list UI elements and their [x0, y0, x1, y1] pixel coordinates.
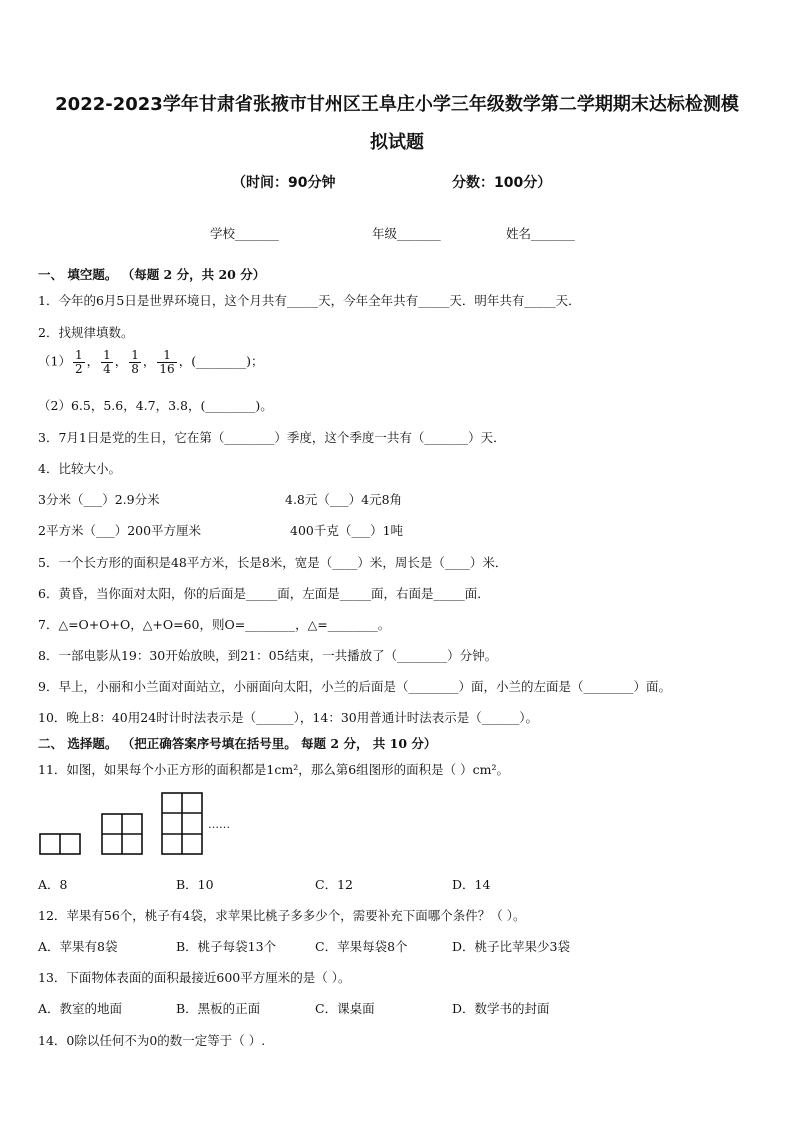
question-4: 4．比较大小。	[38, 461, 121, 476]
q12-option-d: D．桃子比苹果少3袋	[452, 939, 570, 954]
question-6: 6．黄昏，当你面对太阳，你的后面是_____面，左面是_____面，右面是_____面．	[38, 586, 490, 601]
exam-score: 分数：100分）	[452, 175, 552, 191]
question-11: 11．如图，如果每个小正方形的面积都是1cm²，那么第6组图形的面积是（ ）cm²。	[38, 762, 510, 777]
compare-item-4: 400千克（___）1吨	[290, 523, 404, 538]
compare-item-1: 3分米（___）2.9分米	[38, 492, 160, 507]
fraction-2: $\frac{1}{4}$	[103, 348, 111, 376]
pattern-group-3	[162, 793, 202, 854]
q11-option-d: D．14	[452, 877, 491, 892]
question-9: 9．早上，小丽和小兰面对面站立，小丽面向太阳，小兰的后面是（________）面，小兰的左面是（________）面。	[38, 679, 671, 694]
part-1-tail: ，(________)；	[178, 353, 264, 369]
q12-option-c: C．苹果每袋8个	[315, 939, 408, 954]
q13-option-a: A．教室的地面	[38, 1001, 123, 1016]
q13-option-d: D．数学书的封面	[452, 1001, 550, 1016]
continuation-dots: ……	[208, 818, 230, 831]
page-title-line-2: 拟试题	[370, 132, 424, 153]
q12-option-b: B．桃子每袋13个	[176, 939, 277, 954]
q11-option-b: B．10	[176, 877, 214, 892]
grade-field: 年级_______	[372, 226, 441, 241]
exam-time: （时间：90分钟	[232, 175, 336, 191]
fraction-4: $\frac{1}{16}$	[159, 348, 175, 376]
name-field: 姓名_______	[506, 226, 575, 241]
compare-item-3: 2平方米（___）200平方厘米	[38, 523, 202, 538]
school-field: 学校_______	[210, 226, 279, 241]
q11-option-a: A．8	[38, 877, 68, 892]
fraction-1: $\frac{1}{2}$	[74, 348, 83, 376]
section-1-heading: 一、 填空题。 （每题 2 分，共 20 分）	[38, 267, 266, 282]
compare-item-2: 4.8元（___）4元8角	[285, 492, 403, 507]
q12-option-a: A．苹果有8袋	[38, 939, 118, 954]
q11-option-c: C．12	[315, 877, 353, 892]
question-2-part-1: （1） $\frac{1}{2}$ ， $\frac{1}{4}$ ， $\frac{1}{8}$ ， $\frac{1}{16}$ ，(________)；	[38, 348, 264, 376]
part-label: （1）	[38, 353, 71, 369]
question-3: 3．7月1日是党的生日，它在第（________）季度，这个季度一共有（_______）天．	[38, 430, 506, 445]
question-8: 8．一部电影从19：30开始放映，到21：05结束，一共播放了（________）分钟。	[38, 648, 498, 663]
pattern-group-2	[102, 814, 142, 854]
section-2-heading: 二、 选择题。 （把正确答案序号填在括号里。 每题 2 分， 共 10 分）	[38, 736, 437, 751]
fraction-3: $\frac{1}{8}$	[131, 348, 139, 376]
question-1: 1．今年的6月5日是世界环境日，这个月共有_____天，今年全年共有_____天．明年共有_____天．	[38, 293, 581, 308]
q13-option-c: C．课桌面	[315, 1001, 375, 1016]
question-10: 10．晚上8：40用24时计时法表示是（______），14：30用普通计时法表示是（______）。	[38, 710, 538, 725]
question-2-part-2: （2）6.5，5.6，4.7，3.8，(________)。	[38, 398, 273, 413]
question-12: 12．苹果有56个，桃子有4袋，求苹果比桃子多多少个，需要补充下面哪个条件？（ ）。	[38, 908, 526, 923]
question-2: 2．找规律填数。	[38, 325, 134, 340]
pattern-group-1	[40, 834, 80, 854]
q13-option-b: B．黑板的正面	[176, 1001, 261, 1016]
question-14: 14．0除以任何不为0的数一定等于（ ）.	[38, 1033, 266, 1048]
question-5: 5．一个长方形的面积是48平方米，长是8米，宽是（____）米，周长是（____）米．	[38, 555, 508, 570]
question-13: 13．下面物体表面的面积最接近600平方厘米的是（ ）。	[38, 970, 351, 985]
question-7: 7．△=O+O+O，△+O=60，则O=________，△=________。	[38, 617, 391, 632]
page-title-line-1: 2022-2023学年甘肃省张掖市甘州区王阜庄小学三年级数学第二学期期末达标检测模	[55, 94, 739, 115]
